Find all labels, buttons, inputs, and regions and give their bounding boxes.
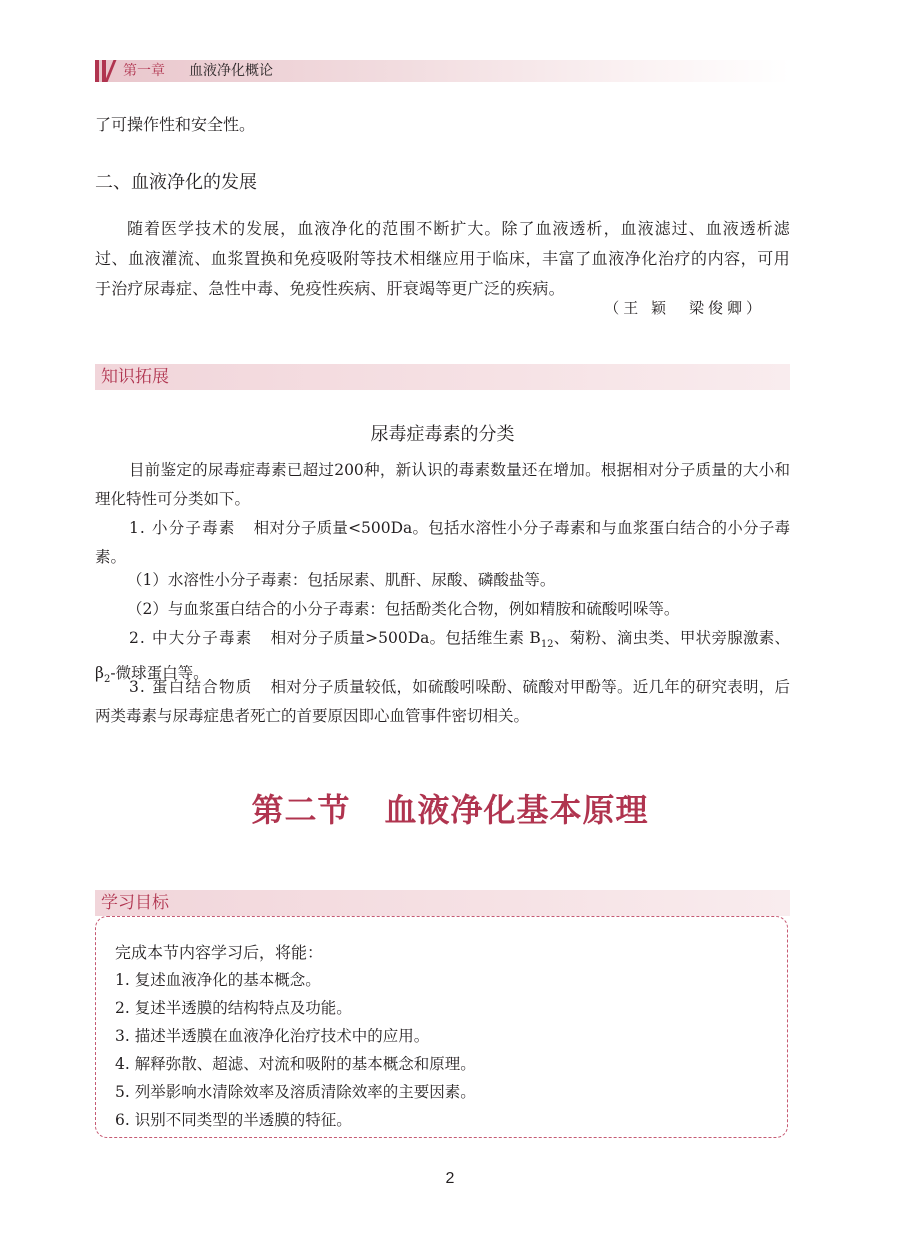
goals-bar: [95, 890, 790, 916]
knowledge-bar: [95, 364, 790, 390]
item-1-text: 相对分子质量<500Da。包括水溶性小分子毒素和与血浆蛋白结合的小分子毒素。: [95, 519, 790, 566]
section-2-name: 血液净化基本原理: [384, 791, 649, 829]
goals-list: [115, 966, 775, 1134]
goal-item: 5. 列举影响水清除效率及溶质清除效率的主要因素。: [115, 1083, 476, 1101]
item-1-label: 1. 小分子毒素: [129, 519, 236, 537]
section-heading: 二、血液净化的发展: [95, 172, 257, 193]
knowledge-label: 知识拓展: [101, 367, 169, 387]
knowledge-sub-1: （1）水溶性小分子毒素：包括尿素、肌酐、尿酸、磷酸盐等。: [127, 571, 556, 589]
goal-item: 4. 解释弥散、超滤、对流和吸附的基本概念和原理。: [115, 1055, 476, 1073]
item-2-text-b: 、菊粉、滴虫类、甲状旁腺激素、β: [95, 629, 790, 683]
header-chapter: 第一章: [123, 63, 165, 79]
item-2-text-c: -微球蛋白等。: [110, 664, 209, 683]
item-3-text: 相对分子质量较低，如硫酸吲哚酚、硫酸对甲酚等。近几年的研究表明，后两类毒素与尿毒症患者死亡的首要原因即心血管事件密切相关。: [95, 678, 790, 725]
item-2-sub2: 2: [103, 674, 111, 686]
section-2-title: [0, 788, 900, 832]
goal-item: 1. 复述血液净化的基本概念。: [115, 971, 321, 989]
page-number: 2: [445, 1170, 455, 1187]
goal-item: 3. 描述半透膜在血液净化治疗技术中的应用。: [115, 1027, 430, 1045]
header-title: 血液净化概论: [189, 63, 273, 79]
authors: （王 颖 梁俊卿）: [604, 299, 765, 317]
item-2-sub: 12: [540, 639, 554, 651]
section-2-prefix: 第二节: [251, 791, 351, 829]
goal-item: 6. 识别不同类型的半透膜的特征。: [115, 1111, 352, 1129]
knowledge-item-1: [95, 514, 790, 572]
goals-label: 学习目标: [101, 893, 169, 913]
item-2-label: 2. 中大分子毒素: [129, 629, 253, 647]
item-3-label: 3. 蛋白结合物质: [129, 678, 253, 696]
goals-intro: 完成本节内容学习后，将能：: [115, 943, 324, 962]
running-header: [95, 60, 790, 82]
knowledge-sub-2: （2）与血浆蛋白结合的小分子毒素：包括酚类化合物，例如精胺和硫酸吲哚等。: [127, 600, 680, 618]
chapter-mark-icon: [95, 60, 117, 82]
continuation-text: 了可操作性和安全性。: [95, 115, 256, 134]
item-2-text-a: 相对分子质量>500Da。包括维生素 B: [270, 629, 541, 647]
knowledge-item-3: [95, 673, 790, 731]
knowledge-title: 尿毒症毒素的分类: [370, 424, 515, 445]
goal-item: 2. 复述半透膜的结构特点及功能。: [115, 999, 352, 1017]
knowledge-intro: 目前鉴定的尿毒症毒素已超过200种，新认识的毒素数量还在增加。根据相对分子质量的大小和理化特性可分类如下。: [95, 461, 790, 508]
development-paragraph: 随着医学技术的发展，血液净化的范围不断扩大。除了血液透析，血液滤过、血液透析滤过、血液灌流、血浆置换和免疫吸附等技术相继应用于临床，丰富了血液净化治疗的内容，可用于治疗尿毒症、急性中毒、免疫性疾病、肝衰竭等更广泛的疾病。: [95, 219, 790, 298]
